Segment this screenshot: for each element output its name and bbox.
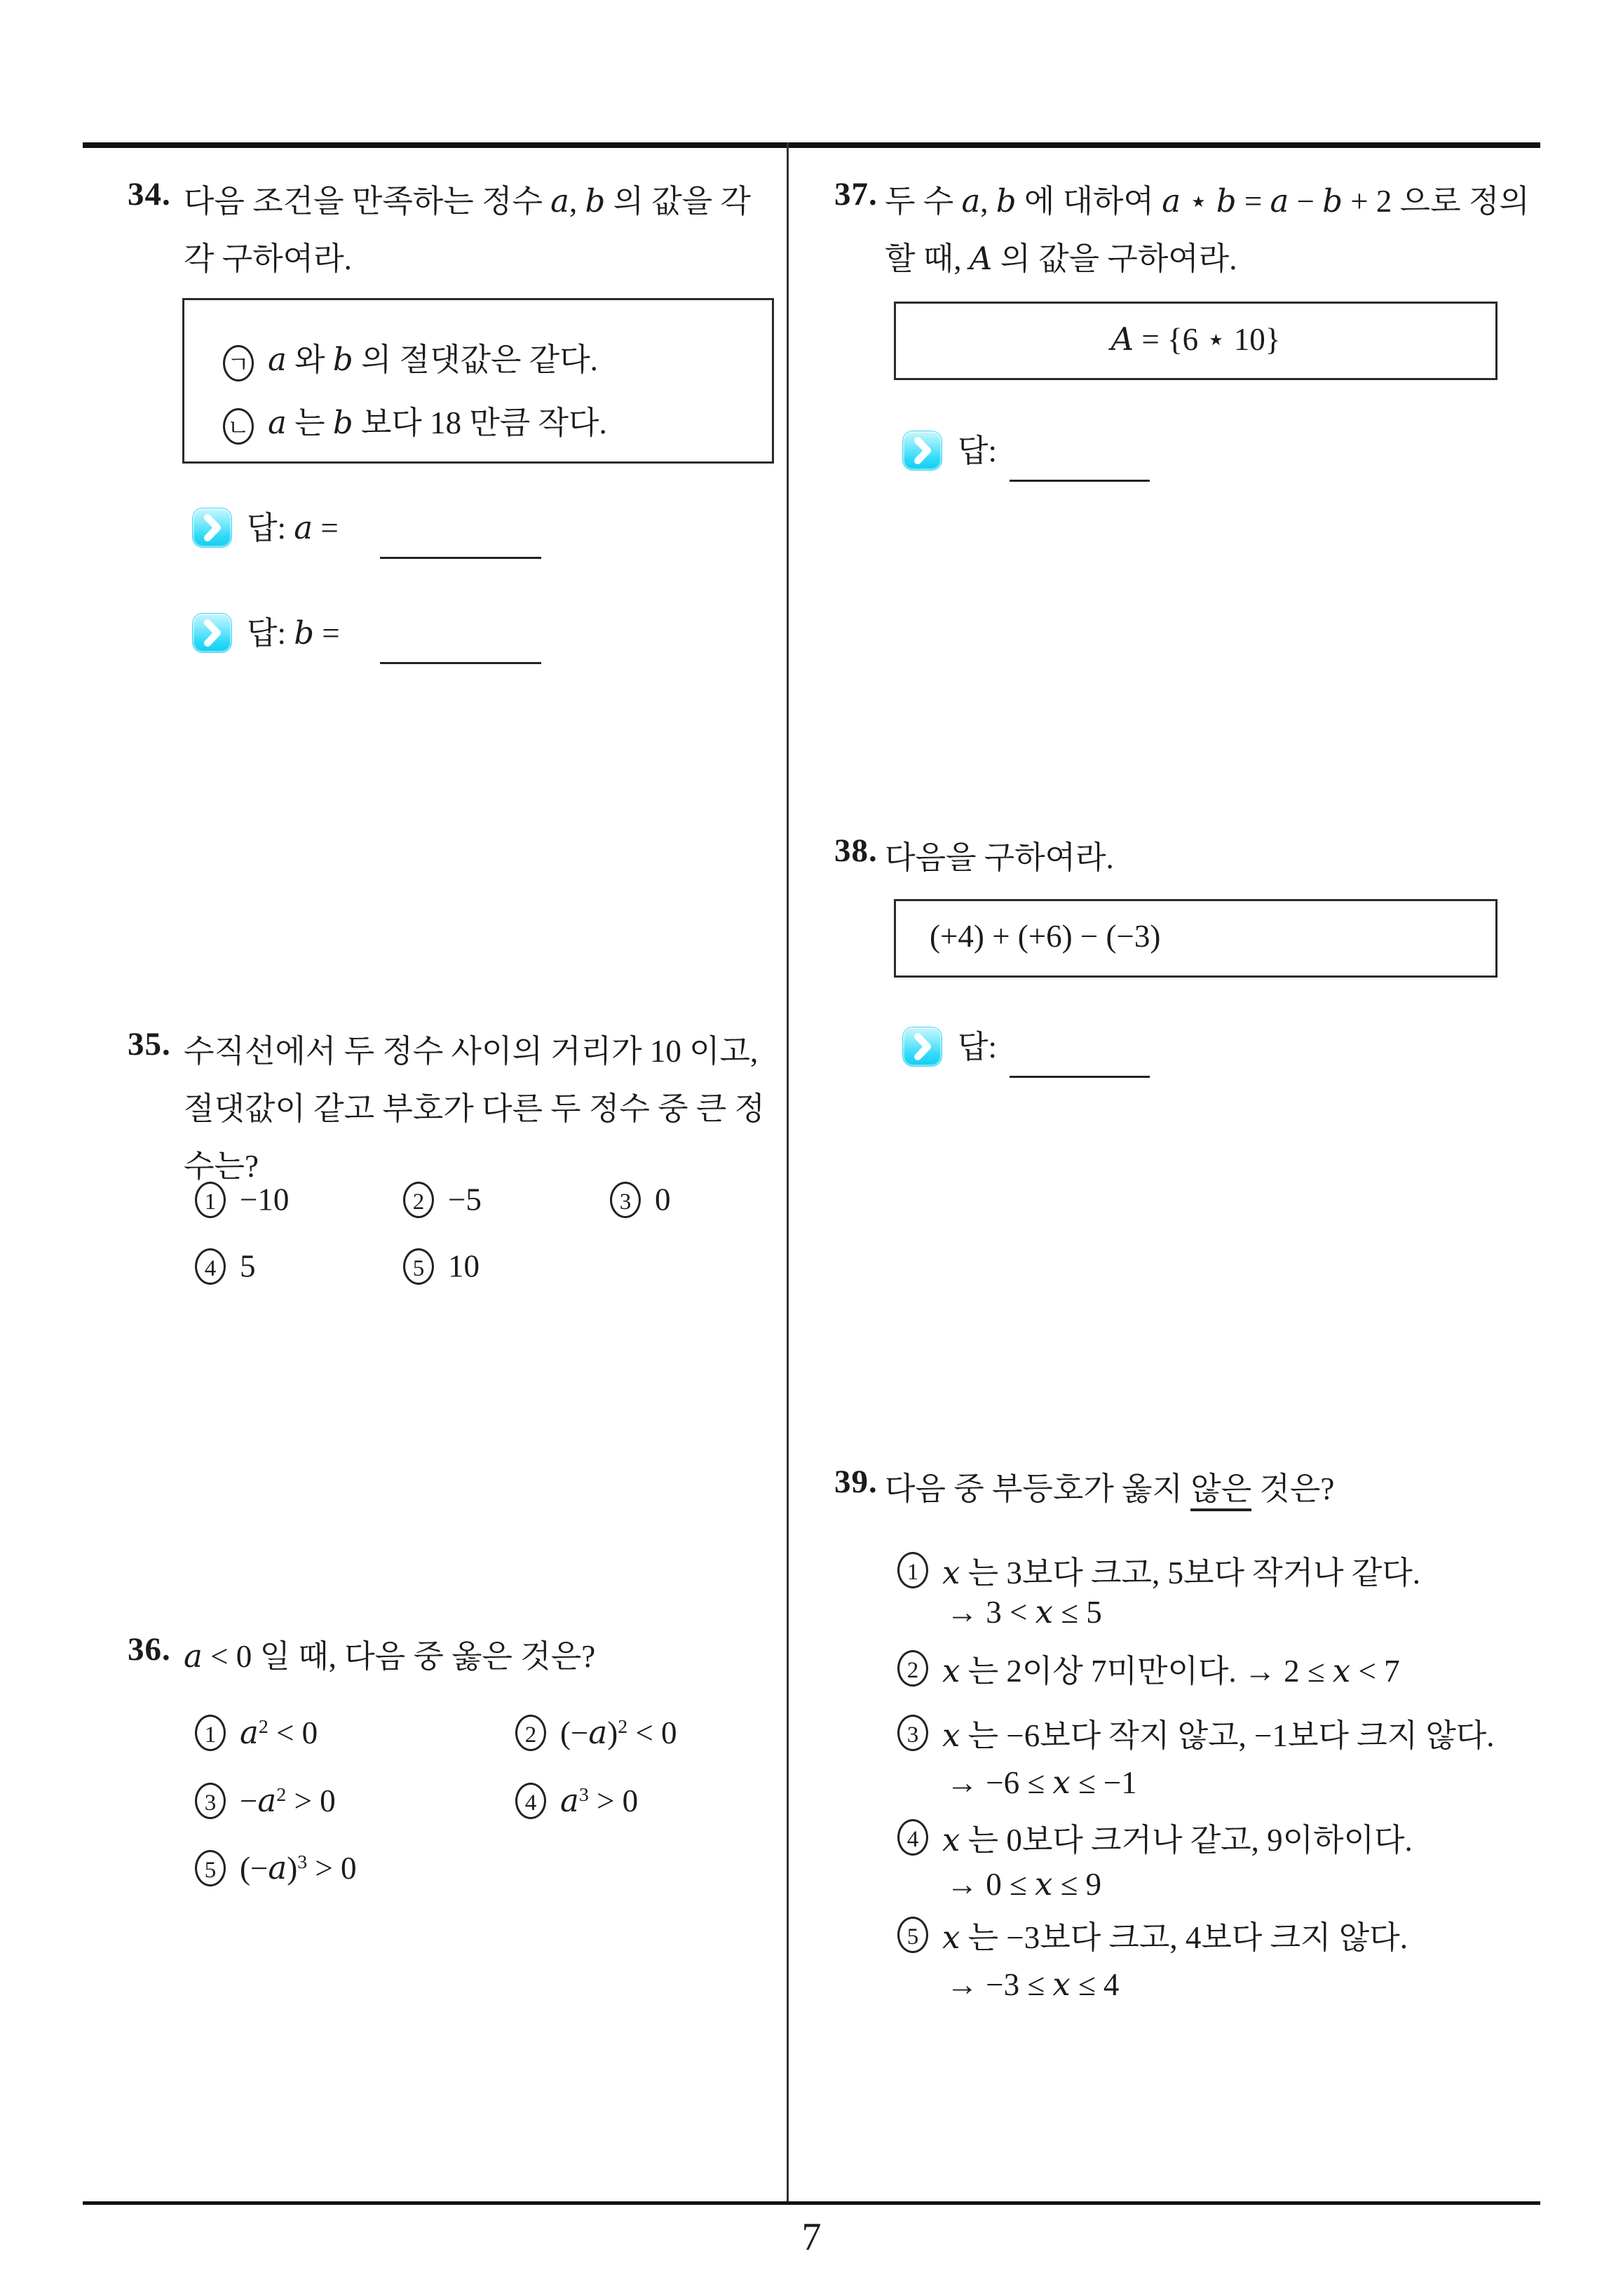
circled-number-2: 2	[897, 1650, 928, 1687]
answer-label-37: 답:	[958, 433, 997, 468]
circled-number-4: 4	[195, 1248, 226, 1285]
question-38-formula: (+4) + (+6) − (−3)	[930, 919, 1161, 954]
circled-number-4: 4	[515, 1783, 546, 1819]
choice-39-1	[897, 1547, 1420, 1593]
choice-35-4	[195, 1245, 256, 1285]
circled-giyeok-mark: ㄱ	[223, 345, 254, 381]
left-column	[128, 0, 769, 2296]
right-column	[834, 0, 1556, 2296]
choice-35-5-text: 10	[448, 1248, 480, 1284]
circled-number-3: 3	[195, 1783, 226, 1819]
circled-number-1: 1	[195, 1182, 226, 1218]
condition-item-2	[223, 397, 607, 445]
question-34-number: 34.	[128, 176, 171, 212]
answer-row-34b	[128, 612, 769, 703]
answer-arrow-icon	[903, 431, 942, 470]
condition-item-1	[223, 334, 598, 381]
circled-number-5: 5	[897, 1917, 928, 1953]
answer-blank-37	[1010, 480, 1150, 482]
choice-39-4-text: x 는 0보다 크거나 같고, 9이하이다.	[942, 1821, 1413, 1858]
choice-39-5	[897, 1912, 1408, 1957]
choice-36-4	[515, 1779, 638, 1819]
choice-39-1-arrow: → 3 < x ≤ 5	[946, 1593, 1102, 1630]
answer-arrow-icon	[193, 508, 231, 547]
choice-36-5	[195, 1846, 357, 1886]
column-divider	[787, 142, 789, 2203]
question-34-text: 다음 조건을 만족하는 정수 a, b 의 값을 각각 구하여라.	[184, 182, 751, 276]
question-36-number: 36.	[128, 1631, 171, 1668]
question-36-text: a < 0 일 때, 다음 중 옳은 것은?	[184, 1637, 596, 1675]
choice-36-2-text: $(-a)^2 < 0$	[560, 1714, 677, 1752]
answer-row-34a	[128, 506, 769, 597]
condition-item-1-text: a 와 b 의 절댓값은 같다.	[268, 341, 598, 378]
question-34-condition-box	[182, 298, 774, 464]
choice-35-1	[195, 1178, 289, 1218]
choice-36-2	[515, 1711, 677, 1751]
choice-39-5-arrow: → −3 ≤ x ≤ 4	[946, 1966, 1120, 2003]
question-39-text: 다음 중 부등호가 옳지 않은 것은?	[885, 1460, 1558, 1518]
choice-39-4	[897, 1814, 1413, 1860]
answer-arrow-icon	[903, 1027, 942, 1066]
circled-number-4: 4	[897, 1819, 928, 1856]
choice-35-2	[403, 1178, 482, 1218]
choice-39-5-text: x 는 −3보다 크고, 4보다 크지 않다.	[942, 1919, 1408, 1956]
answer-row-37	[834, 429, 1556, 520]
circled-number-3: 3	[897, 1715, 928, 1751]
choice-39-2	[897, 1645, 1400, 1691]
choice-39-2-text: x 는 2이상 7미만이다. → 2 ≤ x < 7	[942, 1652, 1400, 1689]
circled-number-3: 3	[610, 1182, 641, 1218]
circled-number-5: 5	[403, 1248, 434, 1285]
question-38-text: 다음을 구하여라.	[885, 840, 1114, 875]
choice-39-3	[897, 1710, 1495, 1755]
answer-arrow-icon	[193, 614, 231, 652]
choice-36-4-text: $a^3 > 0$	[560, 1782, 639, 1820]
choice-36-1-text: $a^2 < 0$	[240, 1714, 318, 1752]
question-35-text: 수직선에서 두 정수 사이의 거리가 10 이고, 절댓값이 같고 부호가 다른 두 정수 중 큰 정수는?	[184, 1034, 765, 1184]
question-39-number: 39.	[834, 1464, 878, 1500]
answer-label-34b: 답: b =	[247, 614, 340, 651]
circled-number-1: 1	[897, 1552, 928, 1588]
circled-number-2: 2	[515, 1715, 546, 1751]
choice-35-5	[403, 1245, 480, 1285]
question-38-formula-box	[894, 899, 1498, 978]
choice-35-3-text: 0	[655, 1182, 671, 1217]
choice-39-3-arrow: → −6 ≤ x ≤ −1	[946, 1764, 1137, 1801]
choice-39-4-arrow: → 0 ≤ x ≤ 9	[946, 1865, 1102, 1903]
choice-36-3	[195, 1779, 336, 1819]
question-37-formula: A = {6 ⋆ 10}	[1111, 320, 1281, 358]
page-number: 7	[801, 2215, 822, 2259]
choice-35-2-text: −5	[448, 1182, 482, 1217]
question-37-formula-box	[894, 302, 1498, 380]
choice-39-3-text: x 는 −6보다 작지 않고, −1보다 크지 않다.	[942, 1717, 1495, 1754]
circled-number-2: 2	[403, 1182, 434, 1218]
choice-35-3	[610, 1178, 671, 1218]
question-35-number: 35.	[128, 1026, 171, 1062]
question-37-text: 두 수 a, b 에 대하여 a ⋆ b = a − b + 2 으로 정의 할 때, A 의 값을 구하여라.	[885, 182, 1530, 277]
answer-blank-38	[1010, 1076, 1150, 1078]
choice-36-1	[195, 1711, 318, 1751]
circled-number-1: 1	[195, 1715, 226, 1751]
question-38-number: 38.	[834, 832, 878, 869]
answer-label-34a: 답: a =	[247, 509, 339, 546]
choice-36-3-text: $-a^2 > 0$	[240, 1782, 336, 1820]
answer-row-38	[834, 1025, 1556, 1116]
answer-blank-34b	[380, 662, 541, 664]
choice-36-5-text: $(-a)^3 > 0$	[240, 1849, 357, 1887]
choice-35-1-text: −10	[240, 1182, 290, 1217]
choice-39-1-text: x 는 3보다 크고, 5보다 작거나 같다.	[942, 1554, 1421, 1591]
choice-35-4-text: 5	[240, 1248, 256, 1284]
question-37-number: 37.	[834, 176, 878, 212]
circled-number-5: 5	[195, 1850, 226, 1886]
circled-nieun-mark: ㄴ	[223, 408, 254, 445]
answer-blank-34a	[380, 557, 541, 559]
condition-item-2-text: a 는 b 보다 18 만큼 작다.	[268, 404, 607, 441]
answer-label-38: 답:	[958, 1029, 997, 1065]
